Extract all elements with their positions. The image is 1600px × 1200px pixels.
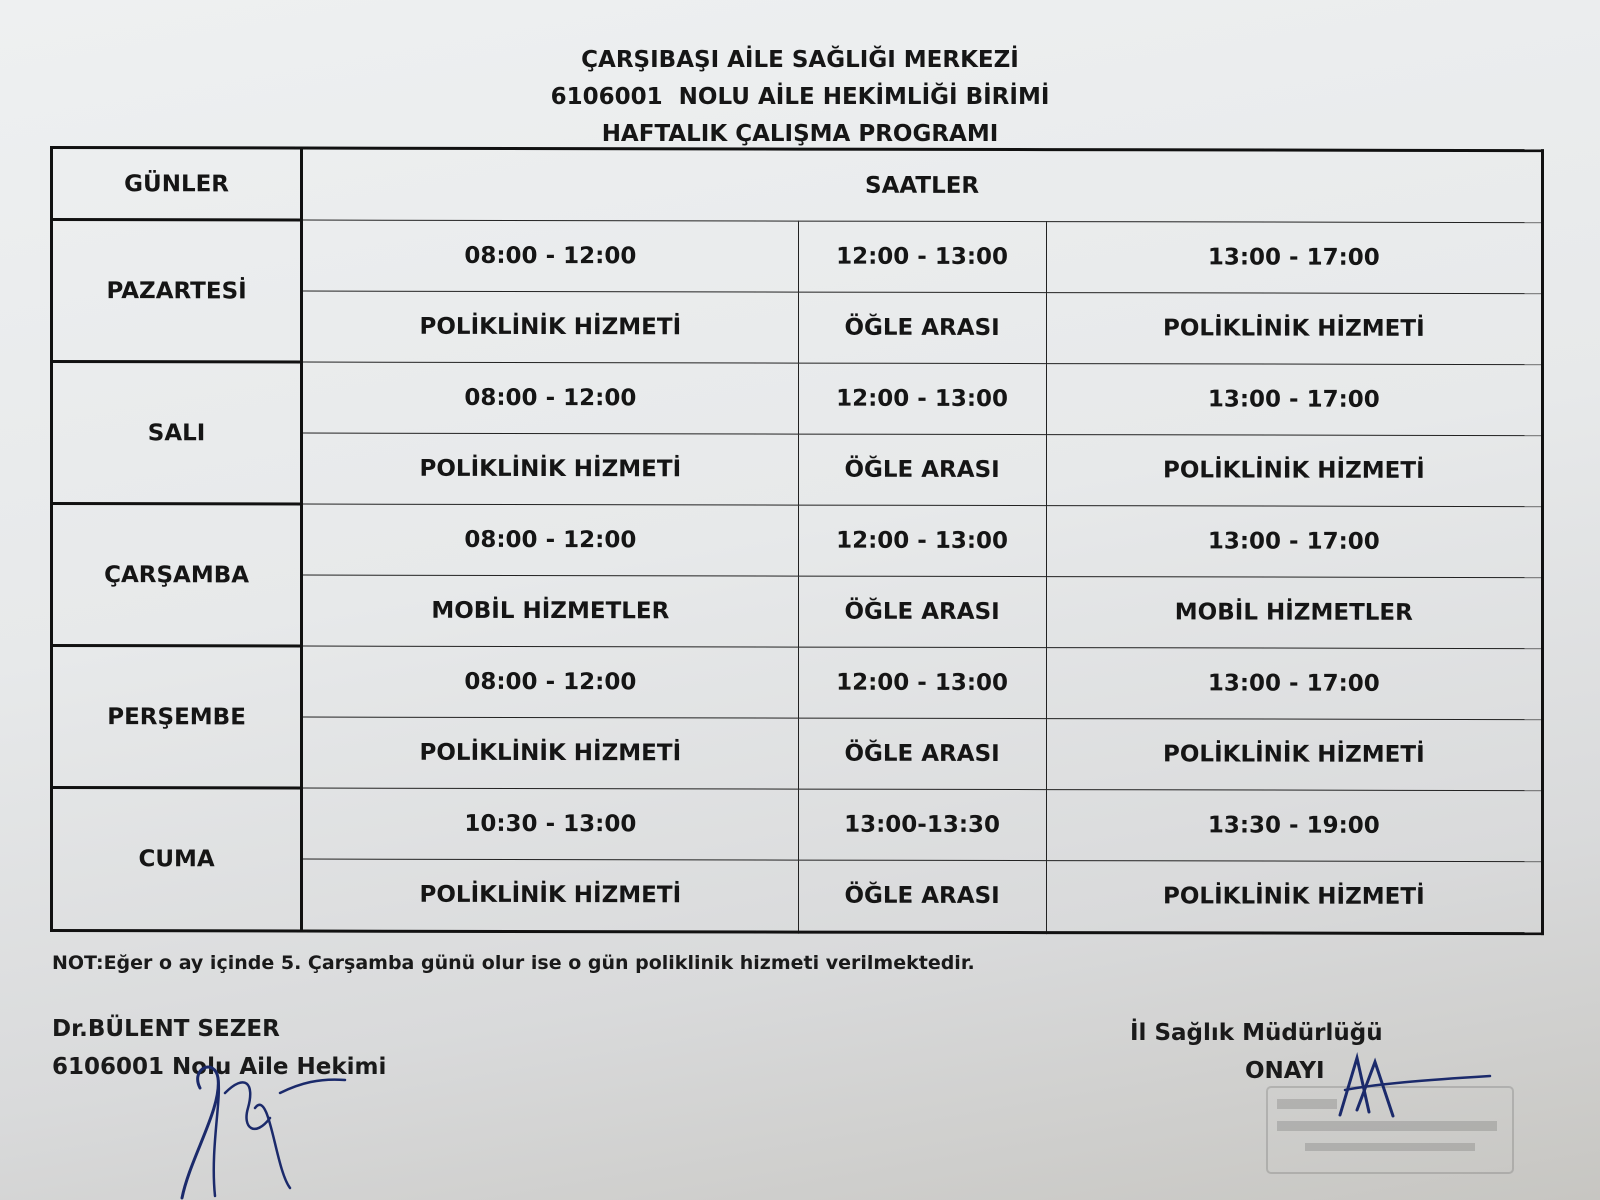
time-cell: 12:00 - 13:00 (798, 505, 1046, 577)
activity-cell: POLİKLİNİK HİZMETİ (302, 291, 798, 363)
hours-column-header: SAATLER (302, 148, 1543, 223)
time-cell: 12:00 - 13:00 (798, 647, 1046, 719)
activity-cell: MOBİL HİZMETLER (302, 575, 798, 647)
activity-cell: POLİKLİNİK HİZMETİ (302, 859, 798, 932)
day-cell: SALI (52, 362, 302, 505)
time-cell: 12:00 - 13:00 (798, 221, 1046, 293)
approval-label: ONAYI (1245, 1058, 1325, 1084)
approval-authority: İl Sağlık Müdürlüğü (1130, 1020, 1383, 1046)
days-column-header: GÜNLER (52, 148, 302, 221)
doctor-block (52, 1010, 386, 1086)
day-cell: PAZARTESİ (52, 220, 302, 363)
activity-cell: POLİKLİNİK HİZMETİ (1046, 293, 1542, 365)
time-cell: 13:30 - 19:00 (1046, 790, 1542, 862)
activity-cell: POLİKLİNİK HİZMETİ (302, 433, 798, 505)
table-row (52, 788, 1543, 862)
activity-cell: POLİKLİNİK HİZMETİ (1046, 861, 1542, 934)
table-row (52, 220, 1543, 294)
time-cell: 08:00 - 12:00 (302, 362, 798, 434)
table-header-row (52, 148, 1543, 223)
activity-cell: MOBİL HİZMETLER (1046, 577, 1542, 649)
time-cell: 08:00 - 12:00 (302, 504, 798, 576)
header-title: HAFTALIK ÇALIŞMA PROGRAMI (601, 121, 999, 147)
footnote: NOT:Eğer o ay içinde 5. Çarşamba günü olur ise o gün poliklinik hizmeti verilmektedir. (52, 952, 975, 974)
activity-cell: ÖĞLE ARASI (798, 718, 1046, 790)
faded-stamp (1265, 1085, 1515, 1175)
day-cell: CUMA (52, 788, 302, 932)
time-cell: 13:00 - 17:00 (1046, 506, 1542, 578)
table-row (52, 362, 1543, 436)
time-cell: 13:00 - 17:00 (1046, 222, 1542, 294)
table-row (52, 646, 1543, 720)
activity-cell: ÖĞLE ARASI (798, 434, 1046, 506)
time-cell: 08:00 - 12:00 (302, 646, 798, 718)
activity-cell: POLİKLİNİK HİZMETİ (1046, 435, 1542, 507)
header-unit: 6106001 NOLU AİLE HEKİMLİĞİ BİRİMİ (550, 84, 1050, 110)
activity-cell: ÖĞLE ARASI (798, 576, 1046, 648)
doctor-title: 6106001 Nolu Aile Hekimi (52, 1054, 387, 1080)
activity-cell: POLİKLİNİK HİZMETİ (1046, 719, 1542, 791)
approval-block (1130, 1014, 1430, 1090)
day-cell: ÇARŞAMBA (52, 504, 302, 647)
weekly-schedule-table (50, 146, 1544, 935)
doctor-name: Dr.BÜLENT SEZER (52, 1016, 280, 1042)
time-cell: 13:00-13:30 (798, 789, 1046, 861)
activity-cell: ÖĞLE ARASI (798, 860, 1046, 933)
time-cell: 08:00 - 12:00 (302, 220, 798, 292)
activity-cell: POLİKLİNİK HİZMETİ (302, 717, 798, 789)
activity-cell: ÖĞLE ARASI (798, 292, 1046, 364)
time-cell: 10:30 - 13:00 (302, 788, 798, 860)
table-row (52, 504, 1543, 578)
day-cell: PERŞEMBE (52, 646, 302, 789)
header-institution: ÇARŞIBAŞI AİLE SAĞLIĞI MERKEZİ (581, 47, 1019, 73)
time-cell: 13:00 - 17:00 (1046, 648, 1542, 720)
time-cell: 13:00 - 17:00 (1046, 364, 1542, 436)
time-cell: 12:00 - 13:00 (798, 363, 1046, 435)
document-header (0, 42, 1600, 153)
